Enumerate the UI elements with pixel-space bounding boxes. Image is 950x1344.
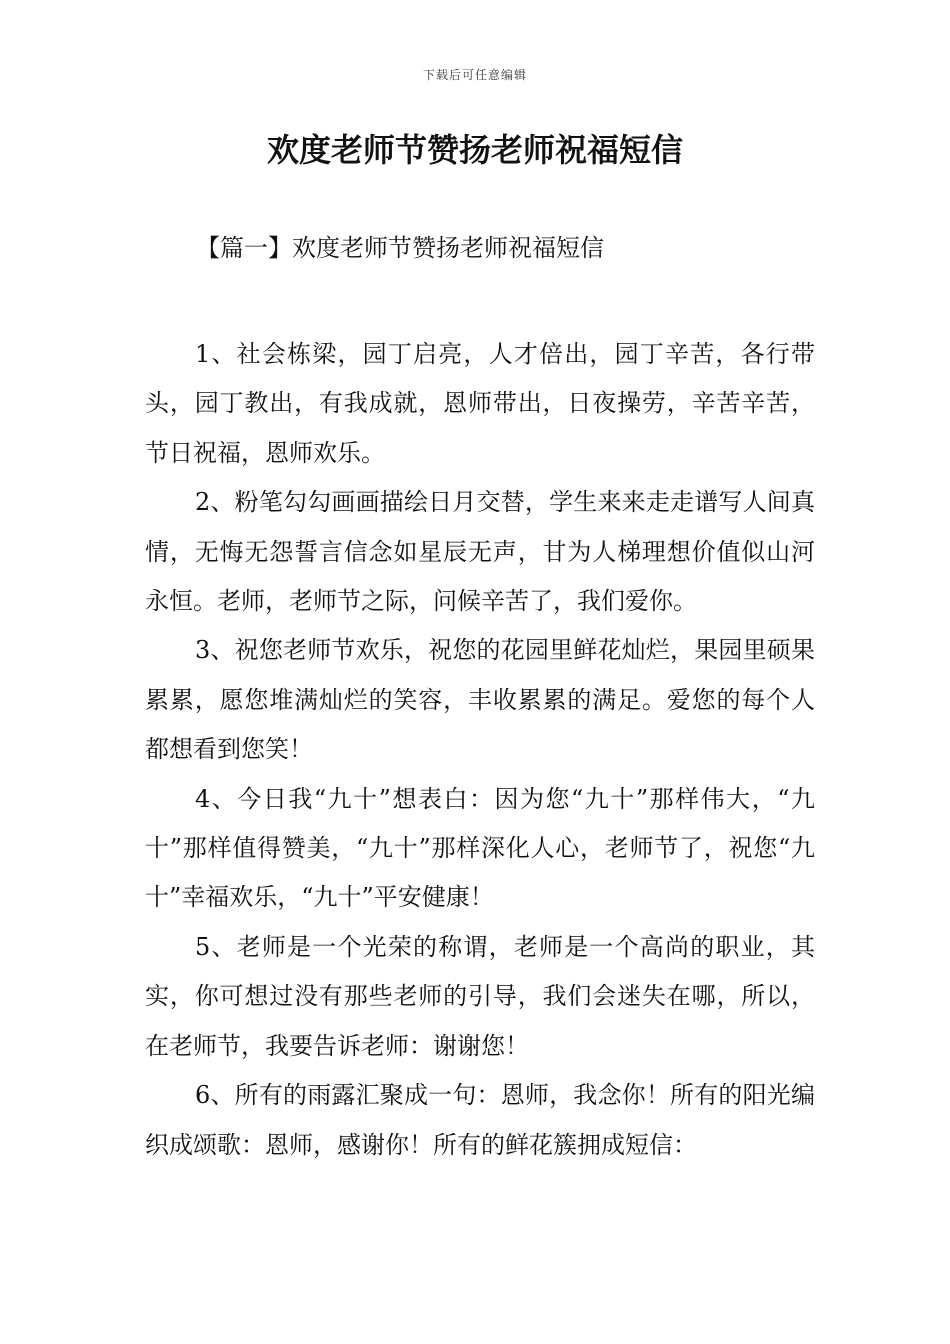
paragraph-5: 5、老师是一个光荣的称谓，老师是一个高尚的职业，其实，你可想过没有那些老师的引导，我们会迷失在哪，所以，在老师节，我要告诉老师：谢谢您！ xyxy=(145,932,815,1060)
paragraph-1: 1、社会栋梁，园丁启亮，人才倍出，园丁辛苦，各行带头，园丁教出，有我成就，恩师带出，日夜操劳，辛苦辛苦，节日祝福，恩师欢乐。 xyxy=(145,340,815,467)
paragraph-3: 3、祝您老师节欢乐，祝您的花园里鲜花灿烂，果园里硕果累累，愿您堆满灿烂的笑容，丰收累累的满足。爱您的每个人都想看到您笑！ xyxy=(145,636,815,764)
paragraph-2: 2、粉笔勾勾画画描绘日月交替，学生来来走走谱写人间真情，无悔无怨誓言信念如星辰无声，甘为人梯理想价值似山河永恒。老师，老师节之际，问候辛苦了，我们爱你。 xyxy=(145,488,815,616)
paragraph-4: 4、今日我“九十”想表白：因为您“九十”那样伟大，“九十”那样值得赞美，“九十”那样深化人心，老师节了，祝您“九十”幸福欢乐，“九十”平安健康！ xyxy=(145,784,815,912)
document-body xyxy=(145,330,815,1170)
section-heading: 【篇一】欢度老师节赞扬老师祝福短信 xyxy=(196,234,604,262)
header-watermark: 下载后可任意编辑 xyxy=(422,68,527,82)
document-title: 欢度老师节赞扬老师祝福短信 xyxy=(266,131,683,169)
paragraph-6: 6、所有的雨露汇聚成一句：恩师，我念你！所有的阳光编织成颂歌：恩师，感谢你！所有的鲜花簇拥成短信： xyxy=(145,1081,815,1159)
